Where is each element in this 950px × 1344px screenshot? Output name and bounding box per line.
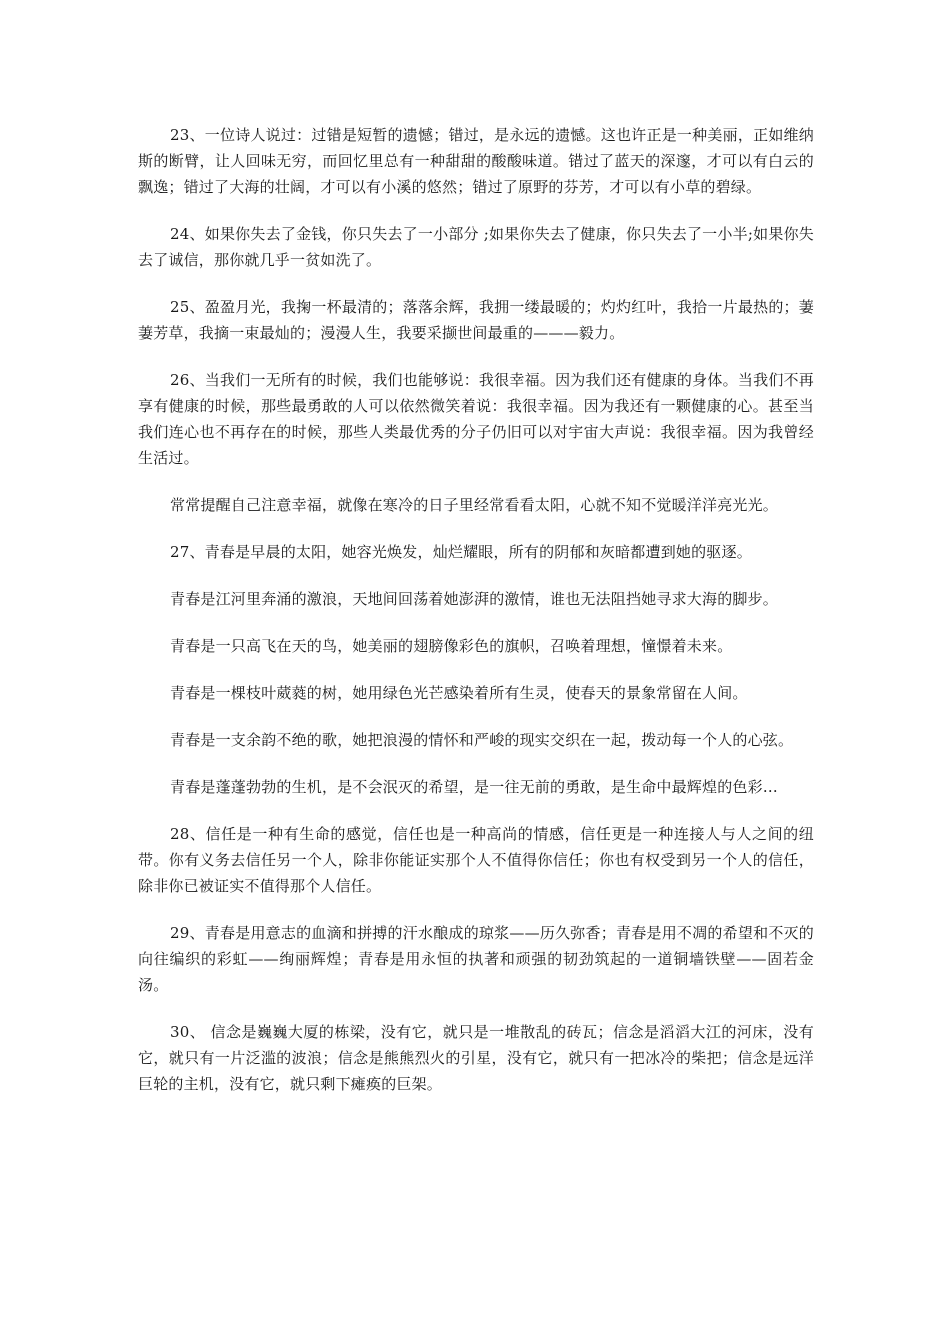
paragraph-24: 24、如果你失去了金钱，你只失去了一小部分 ;如果你失去了健康，你只失去了一小半;如果你失去了诚信，那你就几乎一贫如洗了。 xyxy=(138,225,814,269)
paragraph-27-song: 青春是一支余韵不绝的歌，她把浪漫的情怀和严峻的现实交织在一起，拨动每一个人的心弦。 xyxy=(170,731,794,749)
document-body xyxy=(138,122,814,1118)
paragraph-25: 25、盈盈月光，我掬一杯最清的；落落余辉，我拥一缕最暖的；灼灼红叶，我拾一片最热的；萋萋芳草，我摘一束最灿的；漫漫人生，我要采撷世间最重的———毅力。 xyxy=(138,298,814,342)
paragraph-27-bird: 青春是一只高飞在天的鸟，她美丽的翅膀像彩色的旗帜，召唤着理想，憧憬着未来。 xyxy=(170,637,733,655)
paragraph-27-tree: 青春是一棵枝叶葳蕤的树，她用绿色光芒感染着所有生灵，使春天的景象常留在人间。 xyxy=(170,684,748,702)
paragraph-27-river: 青春是江河里奔涌的激浪，天地间回荡着她澎湃的激情，谁也无法阻挡她寻求大海的脚步。 xyxy=(170,590,779,608)
paragraph-27: 27、青春是早晨的太阳，她容光焕发，灿烂耀眼，所有的阴郁和灰暗都遭到她的驱逐。 xyxy=(170,543,752,561)
paragraph-26-followup: 常常提醒自己注意幸福，就像在寒冷的日子里经常看看太阳，心就不知不觉暖洋洋亮光光。 xyxy=(170,496,779,514)
paragraph-28: 28、信任是一种有生命的感觉，信任也是一种高尚的情感，信任更是一种连接人与人之间的纽带。你有义务去信任另一个人，除非你能证实那个人不值得你信任；你也有权受到另一个人的信任，除非你已被证实不值得那个人信任。 xyxy=(138,825,814,895)
paragraph-29: 29、青春是用意志的血滴和拼搏的汗水酿成的琼浆——历久弥香；青春是用不凋的希望和不灭的向往编织的彩虹——绚丽辉煌；青春是用永恒的执著和顽强的韧劲筑起的一道铜墙铁壁——固若金汤。 xyxy=(138,924,814,994)
paragraph-23: 23、一位诗人说过：过错是短暂的遗憾；错过，是永远的遗憾。这也许正是一种美丽，正如维纳斯的断臂，让人回味无穷，而回忆里总有一种甜甜的酸酸味道。错过了蓝天的深邃，才可以有白云的飘逸；错过了大海的壮阔，才可以有小溪的悠然；错过了原野的芬芳，才可以有小草的碧绿。 xyxy=(138,126,814,196)
paragraph-26: 26、当我们一无所有的时候，我们也能够说：我很幸福。因为我们还有健康的身体。当我们不再享有健康的时候，那些最勇敢的人可以依然微笑着说：我很幸福。因为我还有一颗健康的心。甚至当我们连心也不再存在的时候，那些人类最优秀的分子仍旧可以对宇宙大声说：我很幸福。因为我曾经生活过。 xyxy=(138,371,814,467)
paragraph-30: 30、 信念是巍巍大厦的栋梁，没有它，就只是一堆散乱的砖瓦；信念是滔滔大江的河床，没有它，就只有一片泛滥的波浪；信念是熊熊烈火的引星，没有它，就只有一把冰冷的柴把；信念是远洋巨轮的主机，没有它，就只剩下瘫痪的巨架。 xyxy=(138,1023,814,1093)
paragraph-27-vitality: 青春是蓬蓬勃勃的生机，是不会泯灭的希望，是一往无前的勇敢，是生命中最辉煌的色彩… xyxy=(170,778,779,796)
